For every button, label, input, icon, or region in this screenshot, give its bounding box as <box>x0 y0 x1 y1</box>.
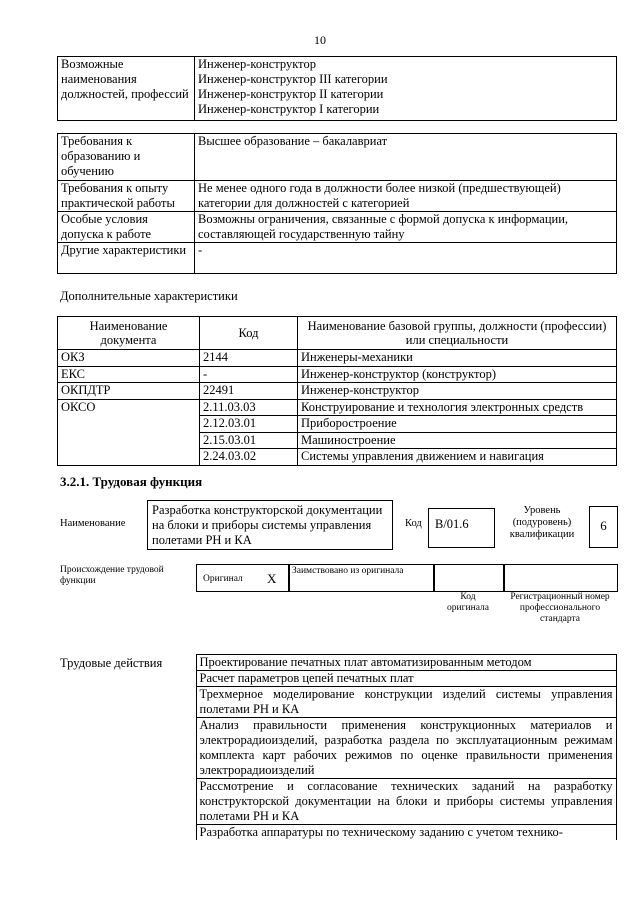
code-caption: Код оригинала <box>447 592 489 613</box>
additional-table <box>57 316 617 466</box>
additional-title: Дополнительные характеристики <box>60 289 238 303</box>
origin-borrowed-box <box>288 564 435 592</box>
function-name-box <box>147 500 393 550</box>
cell-name: Инженеры-механики <box>298 350 617 367</box>
action-item: Разработка аппаратуры по техническому заданию с учетом технико- <box>196 825 616 841</box>
action-item: Анализ правильности применения конструкционных материалов и электрорадиоизделий, разработка раздела по эксплуатационным режимам комплекта карт рабочих режимов по оценке правильности применения электрорадиоизделий <box>196 718 616 779</box>
table-row <box>58 350 617 367</box>
origin-original-box <box>196 564 290 592</box>
code-value: B/01.6 <box>435 517 469 531</box>
level-label: Уровень (подуровень) квалификации <box>509 505 575 540</box>
cell-name: Приборостроение <box>298 416 617 433</box>
actions-label: Трудовые действия <box>57 655 196 841</box>
req-label: Другие характеристики <box>58 243 195 274</box>
req-value: - <box>195 243 617 274</box>
cell-name: Машиностроение <box>298 432 617 449</box>
original-label: Оригинал <box>203 574 243 584</box>
level-box <box>589 506 618 548</box>
origin-label: Происхождение трудовой функции <box>60 565 164 586</box>
position-item: Инженер-конструктор II категории <box>198 87 384 101</box>
table-row <box>57 655 616 671</box>
position-item: Инженер-конструктор I категории <box>198 102 380 116</box>
position-item: Инженер-конструктор <box>198 57 316 71</box>
level-value: 6 <box>600 518 607 533</box>
actions-table <box>57 654 617 840</box>
table-row <box>58 366 617 383</box>
borrowed-label: Заимствовано из оригинала <box>292 566 404 576</box>
req-value: Высшее образование – бакалавриат <box>195 134 617 181</box>
req-value: Возможны ограничения, связанные с формой допуска к информации, составляющей государственную тайну <box>195 212 617 243</box>
header-code: Код <box>200 317 298 350</box>
code-label: Код <box>405 518 422 529</box>
req-label: Особые условия допуска к работе <box>58 212 195 243</box>
original-mark: X <box>267 571 277 586</box>
table-row <box>58 399 617 416</box>
section-title: 3.2.1. Трудовая функция <box>60 474 203 489</box>
cell-code: 2.24.03.02 <box>200 449 298 466</box>
cell-name: Конструирование и технология электронных средств <box>298 399 617 416</box>
cell-doc: ОКЗ <box>58 350 200 367</box>
req-label: Требования к образованию и обучению <box>58 134 195 181</box>
action-item: Проектирование печатных плат автоматизированным методом <box>196 655 616 671</box>
cell-code: 2144 <box>200 350 298 367</box>
action-item: Расчет параметров цепей печатных плат <box>196 671 616 687</box>
origin-reg-box <box>503 564 618 592</box>
cell-doc: ЕКС <box>58 366 200 383</box>
page-number: 10 <box>314 33 326 47</box>
reg-caption: Регистрационный номер профессионального стандарта <box>510 592 610 624</box>
action-item: Трехмерное моделирование конструкции изделий системы управления полетами РН и КА <box>196 687 616 718</box>
positions-table <box>57 56 617 121</box>
cell-code: 2.12.03.01 <box>200 416 298 433</box>
cell-code: - <box>200 366 298 383</box>
cell-name: Системы управления движением и навигация <box>298 449 617 466</box>
cell-code: 2.15.03.01 <box>200 432 298 449</box>
req-value: Не менее одного года в должности более низкой (предшествующей) категории для должностей с категорией <box>195 181 617 212</box>
header-document: Наименование документа <box>58 317 200 350</box>
cell-code: 2.11.03.03 <box>200 399 298 416</box>
cell-name: Инженер-конструктор <box>298 383 617 400</box>
cell-name: Инженер-конструктор (конструктор) <box>298 366 617 383</box>
function-name-label: Наименование <box>60 518 126 529</box>
header-name: Наименование базовой группы, должности (профессии) или специальности <box>298 317 617 350</box>
cell-code: 22491 <box>200 383 298 400</box>
req-label: Требования к опыту практической работы <box>58 181 195 212</box>
cell-doc: ОКПДТР <box>58 383 200 400</box>
position-item: Инженер-конструктор III категории <box>198 72 388 86</box>
positions-values <box>195 57 617 121</box>
origin-code-box <box>433 564 505 592</box>
requirements-table <box>57 133 617 274</box>
action-item: Рассмотрение и согласование технических заданий на разработку конструкторской документации на блоки и приборы системы управления полетами РН и КА <box>196 779 616 825</box>
table-row <box>58 383 617 400</box>
function-name-value: Разработка конструкторской документации на блоки и приборы системы управления полетами РН и КА <box>152 503 383 547</box>
positions-label: Возможные наименования должностей, профессий <box>58 57 195 121</box>
code-box <box>428 508 495 548</box>
cell-doc: ОКСО <box>58 399 200 465</box>
